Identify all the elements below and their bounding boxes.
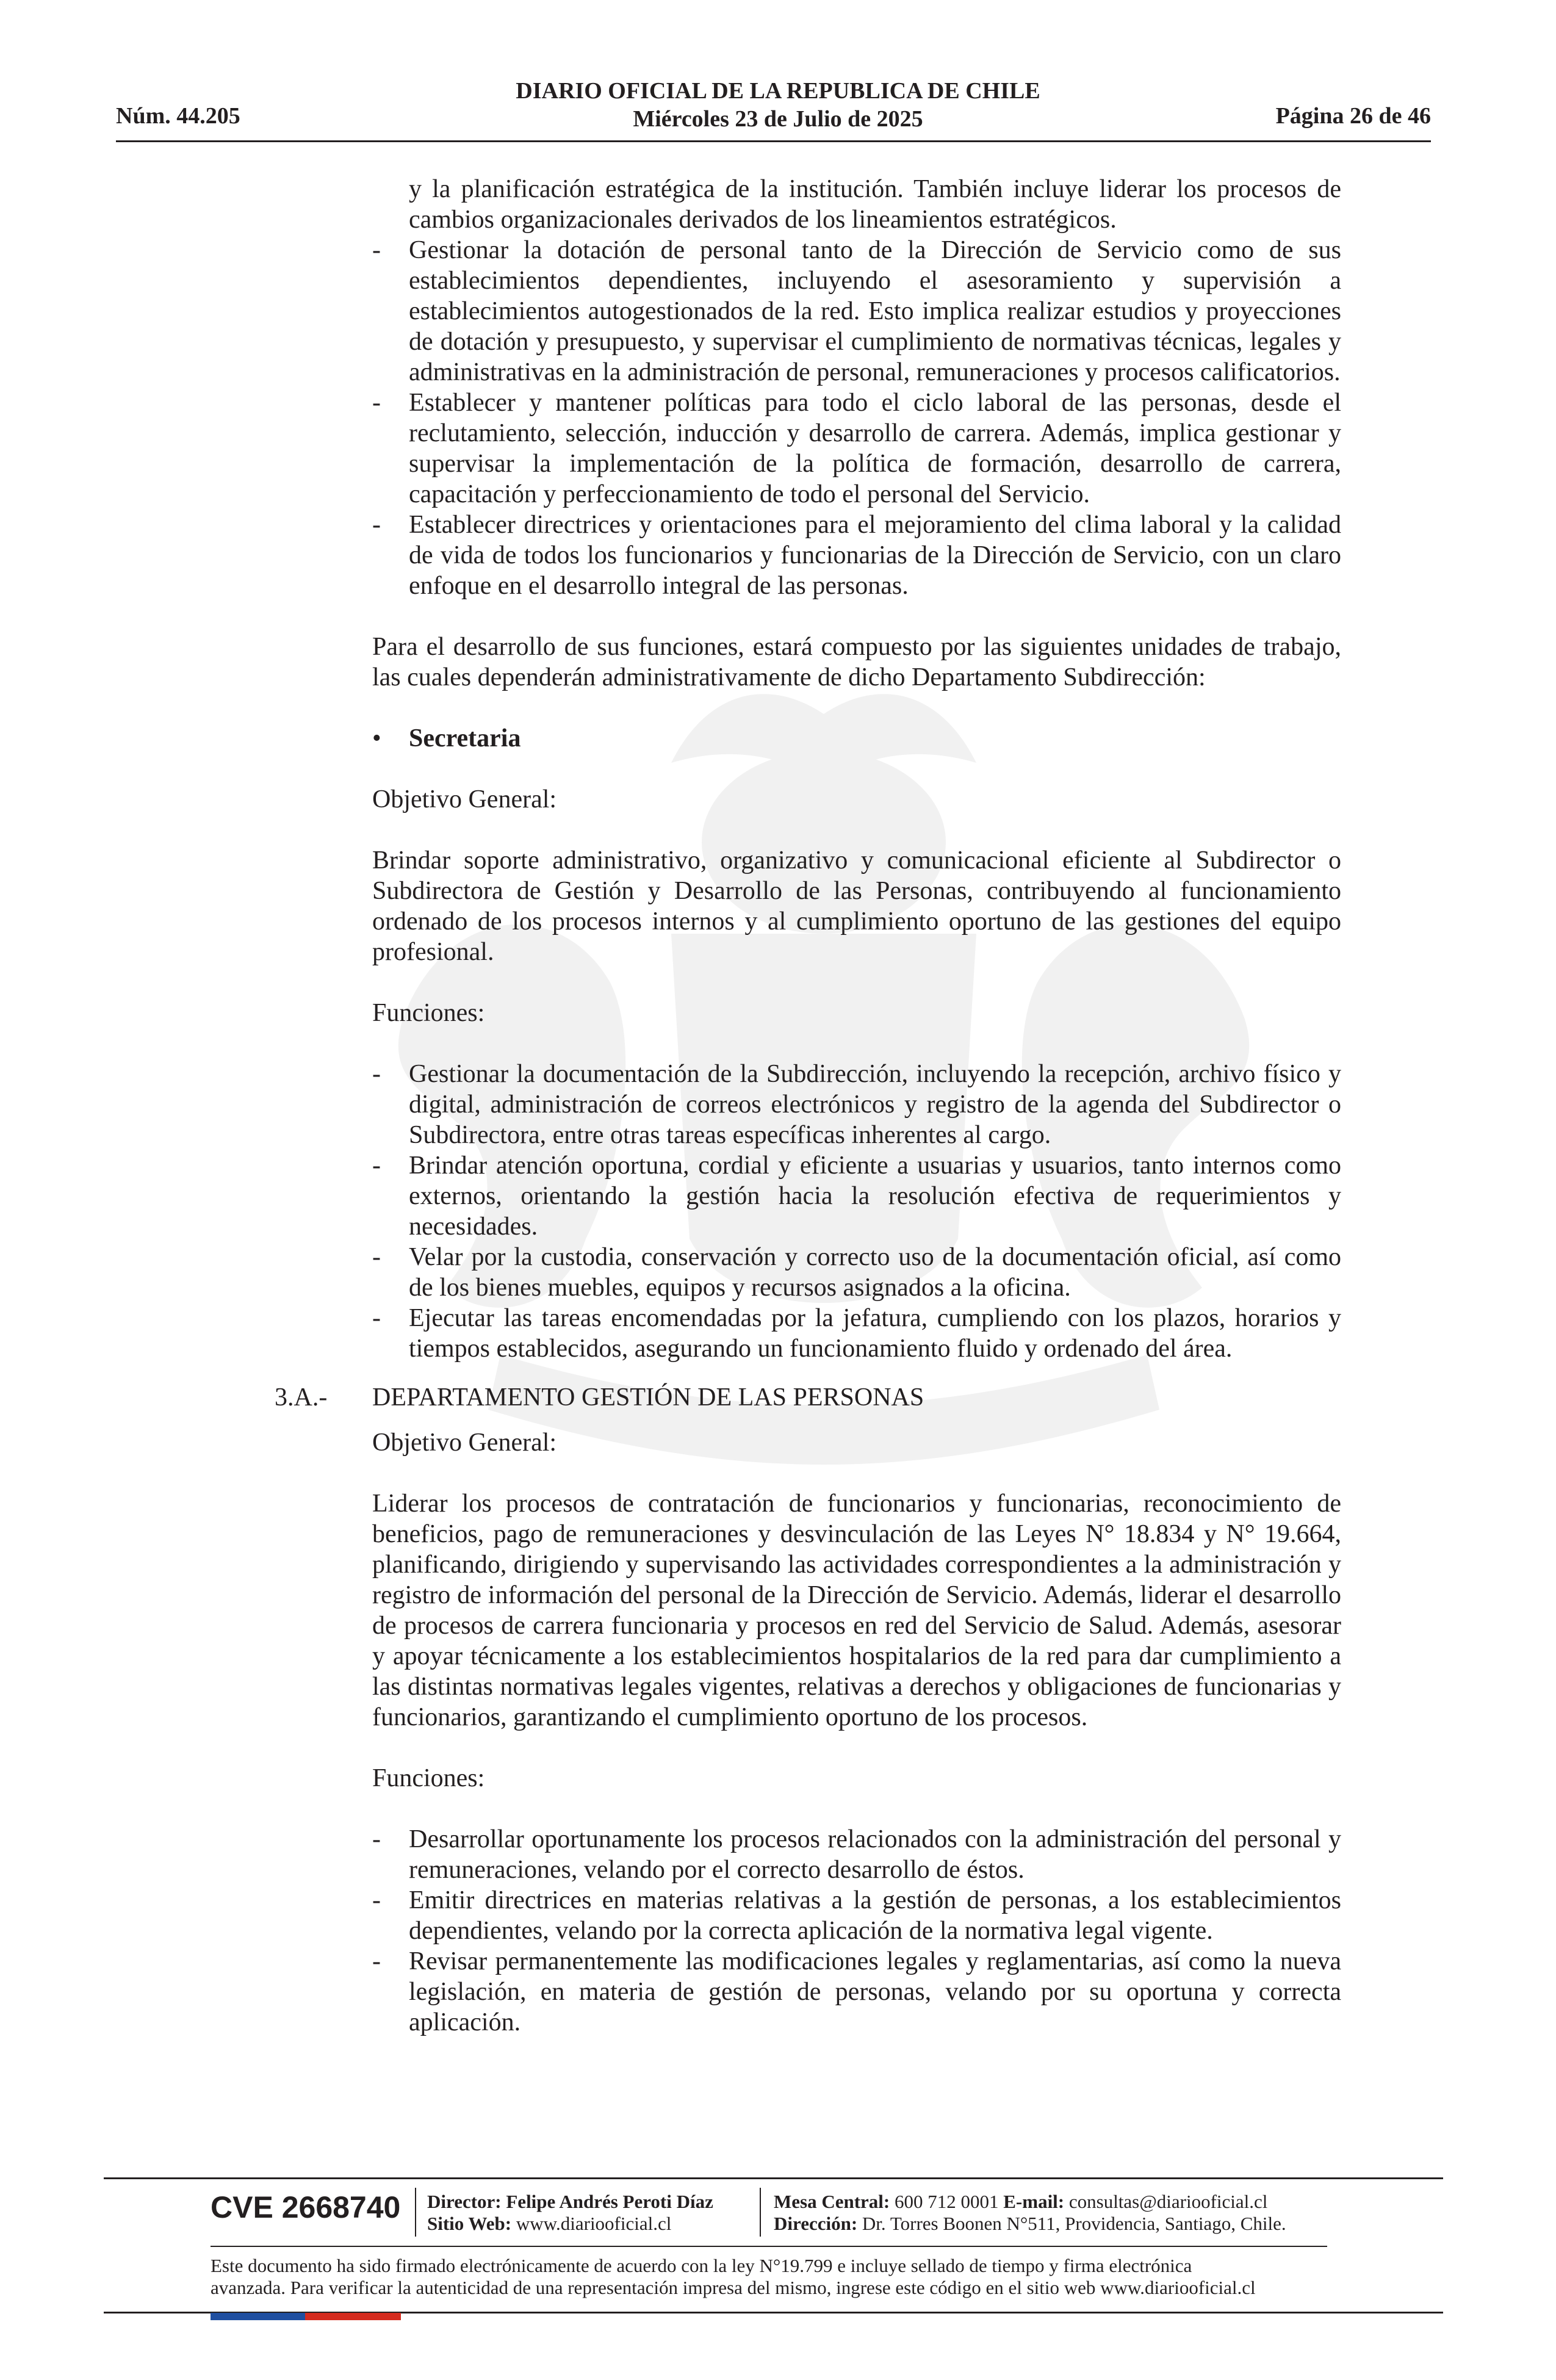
address-label: Dirección: bbox=[774, 2213, 858, 2234]
paragraph: Liderar los procesos de contratación de funcionarios y funcionarias, reconocimiento de beneficios, pago de remuneraciones y desvinculación de las Leyes N° 18.834 y N° 19.664, planificando, dirigiendo y supervisando las actividades correspondientes a la administración y registro de información del personal de la Dirección de Servicio. Además, liderar el desarrollo de procesos de carrera funcionaria y procesos en red del Servicio de Salud. Además, asesorar y apoyar técnicamente a los establecimientos hospitalarios de la red para dar cumplimiento a las distintas normativas legales vigentes, relativas a derechos y obligaciones de funcionarias y funcionarios, garantizando el cumplimiento oportuno de los procesos. bbox=[372, 1490, 1341, 1731]
objective-label: Objetivo General: bbox=[372, 1429, 557, 1457]
list-item: - Desarrollar oportunamente los procesos relacionados con la administración del personal y remuneraciones, velando por el correcto desarrollo de éstos. bbox=[372, 1824, 1341, 1885]
list-item: - Establecer y mantener políticas para todo el ciclo laboral de las personas, desde el reclutamiento, selección, inducción y desarrollo de carrera. Además, implica gestionar y supervisar la implementación de la política de formación, desarrollo de carrera, capacitación y perfeccionamiento de todo el personal del Servicio. bbox=[372, 388, 1341, 510]
objective-label: Objetivo General: bbox=[372, 785, 557, 813]
section-heading-3a bbox=[275, 1382, 1341, 1413]
list-item: - Gestionar la dotación de personal tanto de la Dirección de Servicio como de sus establecimientos dependientes, incluyendo el asesoramiento y supervisión a establecimientos autogestionados de la red. Esto implica realizar estudios y proyecciones de dotación y presupuesto, y supervisar el cumplimiento de normativas técnicas, legales y administrativas en la administración de personal, remuneraciones y procesos calificatorios. bbox=[372, 235, 1341, 388]
list-item: - Establecer directrices y orientaciones para el mejoramiento del clima laboral y la calidad de vida de todos los funcionarios y funcionarias de la Dirección de Servicio, con un claro enfoque en el desarrollo integral de las personas. bbox=[372, 510, 1341, 601]
masthead bbox=[427, 77, 1129, 133]
masthead-title: DIARIO OFICIAL DE LA REPUBLICA DE CHILE bbox=[516, 78, 1040, 104]
flag-stripe-red bbox=[305, 2313, 401, 2320]
signature-notice: Este documento ha sido firmado electrónicamente de acuerdo con la ley N°19.799 e incluye sellado de tiempo y firma electrónica avanzada. Para verificar la autenticidad de una representación impresa del mismo, ingrese este código en el sitio web www.diariooficial.cl bbox=[211, 2255, 1256, 2298]
footer-separator bbox=[415, 2188, 416, 2237]
phone-number: 600 712 0001 bbox=[895, 2191, 999, 2212]
footer-publisher-info bbox=[427, 2191, 713, 2235]
list-item: - Emitir directrices en materias relativas a la gestión de personas, a los establecimientos dependientes, velando por la correcta aplicación de la normativa legal vigente. bbox=[372, 1885, 1341, 1946]
page-indicator: Página 26 de 46 bbox=[1275, 103, 1431, 129]
list-item: - Revisar permanentemente las modificaciones legales y reglamentarias, así como la nueva legislación, en materia de gestión de personas, velando por su oportuna y correcta aplicación. bbox=[372, 1946, 1341, 2038]
phone-label: Mesa Central: bbox=[774, 2191, 890, 2212]
list-item: - Velar por la custodia, conservación y correcto uso de la documentación oficial, así como de los bienes muebles, equipos y recursos asignados a la oficina. bbox=[372, 1242, 1341, 1303]
masthead-date: Miércoles 23 de Julio de 2025 bbox=[633, 106, 923, 132]
functions-label: Funciones: bbox=[372, 999, 485, 1027]
section-heading-secretaria: • Secretaria bbox=[372, 723, 1341, 754]
footer-divider bbox=[211, 2246, 1327, 2247]
address: Dr. Torres Boonen N°511, Providencia, Santiago, Chile. bbox=[862, 2213, 1286, 2234]
continuation-lead: y la planificación estratégica de la institución. También incluye liderar los procesos de cambios organizacionales derivados de los lineamientos estratégicos. bbox=[409, 175, 1341, 234]
flag-stripe-blue bbox=[211, 2313, 305, 2320]
email-link[interactable]: consultas@diariooficial.cl bbox=[1068, 2191, 1268, 2212]
director-label: Director: bbox=[427, 2191, 502, 2212]
website-link[interactable]: www.diariooficial.cl bbox=[516, 2213, 672, 2234]
section-number: 3.A.- bbox=[275, 1383, 328, 1412]
functions-label: Funciones: bbox=[372, 1764, 485, 1792]
list-item: - Gestionar la documentación de la Subdirección, incluyendo la recepción, archivo físico y digital, administración de correos electrónicos y registro de la agenda del Subdirector o Subdirectora, entre otras tareas específicas inherentes al cargo. bbox=[372, 1059, 1341, 1150]
cve-code: CVE 2668740 bbox=[211, 2190, 401, 2224]
list-item: - Ejecutar las tareas encomendadas por la jefatura, cumpliendo con los plazos, horarios y tiempos establecidos, asegurando un funcionamiento fluido y ordenado del área. bbox=[372, 1303, 1341, 1364]
website-label: Sitio Web: bbox=[427, 2213, 512, 2234]
footer-separator bbox=[760, 2188, 761, 2237]
document-body bbox=[275, 174, 1341, 2038]
header-divider bbox=[116, 140, 1431, 142]
section-title: DEPARTAMENTO GESTIÓN DE LAS PERSONAS bbox=[372, 1383, 924, 1412]
email-label: E-mail: bbox=[1003, 2191, 1065, 2212]
paragraph: Para el desarrollo de sus funciones, estará compuesto por las siguientes unidades de trabajo, las cuales dependerán administrativamente de dicho Departamento Subdirección: bbox=[372, 633, 1341, 691]
director-name: Felipe Andrés Peroti Díaz bbox=[506, 2191, 713, 2212]
list-item: - Brindar atención oportuna, cordial y eficiente a usuarias y usuarios, tanto internos como externos, orientando la gestión hacia la resolución efectiva de requerimientos y necesidades. bbox=[372, 1150, 1341, 1242]
paragraph: Brindar soporte administrativo, organizativo y comunicacional eficiente al Subdirector o Subdirectora de Gestión y Desarrollo de las Personas, contribuyendo al funcionamiento ordenado de los procesos internos y al cumplimiento oportuno de las gestiones del equipo profesional. bbox=[372, 846, 1341, 966]
footer-contact-info bbox=[774, 2191, 1286, 2235]
footer-divider bbox=[104, 2177, 1443, 2179]
issue-number: Núm. 44.205 bbox=[116, 103, 240, 129]
